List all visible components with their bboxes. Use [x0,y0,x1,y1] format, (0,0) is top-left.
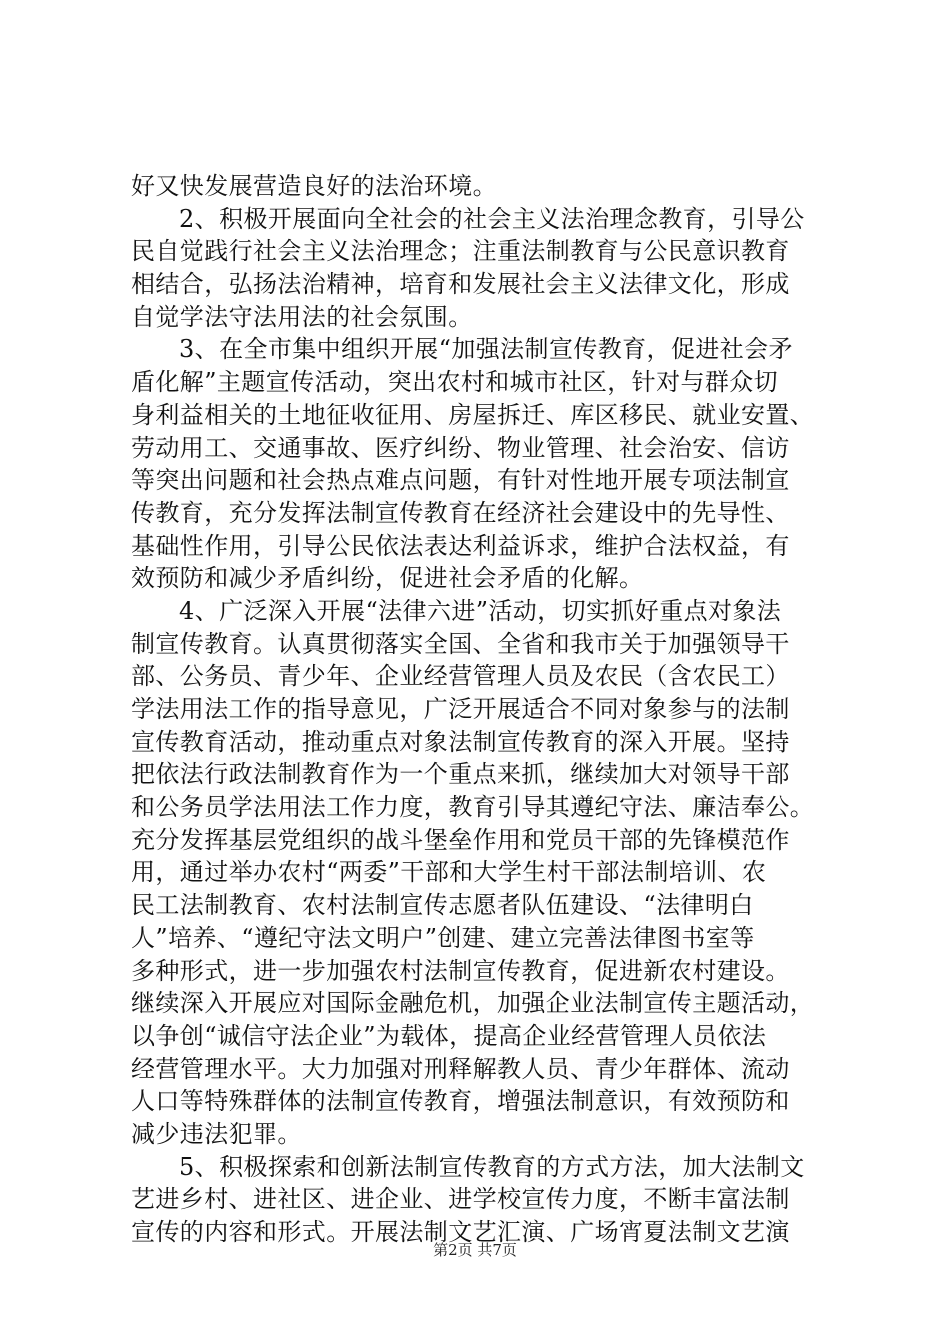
text-line: 劳动用工、交通事故、医疗纠纷、物业管理、社会治安、信访 [131,433,790,462]
text-line: 自觉学法守法用法的社会氛围。 [131,302,473,331]
text-line: 基础性作用，引导公民依法表达利益诉求，维护合法权益，有 [131,531,790,560]
text-line: 好又快发展营造良好的法治环境。 [131,172,497,200]
text-line: 制宣传教育。认真贯彻落实全国、全省和我市关于加强领导干 [131,629,790,658]
text-line: 相结合，弘扬法治精神，培育和发展社会主义法律文化，形成 [131,270,790,299]
text-line: 传教育，充分发挥法制宣传教育在经济社会建设中的先导性、 [131,498,790,527]
text-line: 减少违法犯罪。 [131,1119,302,1148]
text-line: 盾化解”主题宣传活动，突出农村和城市社区，针对与群众切 [131,368,779,397]
text-line: 宣传教育活动，推动重点对象法制宣传教育的深入开展。坚持 [131,727,790,756]
text-line: 以争创“诚信守法企业”为载体，提高企业经营管理人员依法 [131,1021,767,1050]
text-line: 宣传的内容和形式。开展法制文艺汇演、广场宵夏法制文艺演 [131,1218,790,1246]
text-line: 民自觉践行社会主义法治理念；注重法制教育与公民意识教育 [131,237,790,266]
text-line: 效预防和减少矛盾纠纷，促进社会矛盾的化解。 [131,564,644,593]
text-line: 4、广泛深入开展“法律六进”活动，切实抓好重点对象法 [179,596,782,625]
text-line: 学法用法工作的指导意见，广泛开展适合不同对象参与的法制 [131,695,790,723]
text-line: 用，通过举办农村“两委”干部和大学生村干部法制培训、农 [131,858,767,887]
text-line: 民工法制教育、农村法制宣传志愿者队伍建设、“法律明白 [131,891,754,920]
text-line: 人口等特殊群体的法制宣传教育，增强法制意识，有效预防和 [131,1087,790,1116]
text-line: 充分发挥基层党组织的战斗堡垒作用和党员干部的先锋模范作 [131,825,790,854]
document-body [131,170,831,1249]
text-line: 3、在全市集中组织开展“加强法制宣传教育，促进社会矛 [179,335,793,364]
text-line: 继续深入开展应对国际金融危机，加强企业法制宣传主题活动， [131,989,815,1018]
text-line: 经营管理水平。大力加强对刑释解教人员、青少年群体、流动 [131,1054,790,1083]
text-line: 5、积极探索和创新法制宣传教育的方式方法，加大法制文 [179,1152,805,1181]
text-line: 部、公务员、青少年、企业经营管理人员及农民（含农民工） [131,662,790,691]
text-line: 艺进乡村、进社区、进企业、进学校宣传力度，不断丰富法制 [131,1185,790,1214]
text-line: 身利益相关的土地征收征用、房屋拆迁、库区移民、就业安置、 [131,400,815,429]
text-line: 和公务员学法用法工作力度，教育引导其遵纪守法、廉洁奉公。 [131,793,815,822]
text-line: 人”培养、“遵纪守法文明户”创建、建立完善法律图书室等 [131,923,755,952]
text-line: 2、积极开展面向全社会的社会主义法治理念教育，引导公 [179,204,805,233]
text-line: 等突出问题和社会热点难点问题，有针对性地开展专项法制宣 [131,466,790,495]
page-footer: 第2页 共7页 [433,1241,517,1259]
text-line: 把依法行政法制教育作为一个重点来抓，继续加大对领导干部 [131,760,790,789]
text-line: 多种形式，进一步加强农村法制宣传教育，促进新农村建设。 [131,956,790,985]
